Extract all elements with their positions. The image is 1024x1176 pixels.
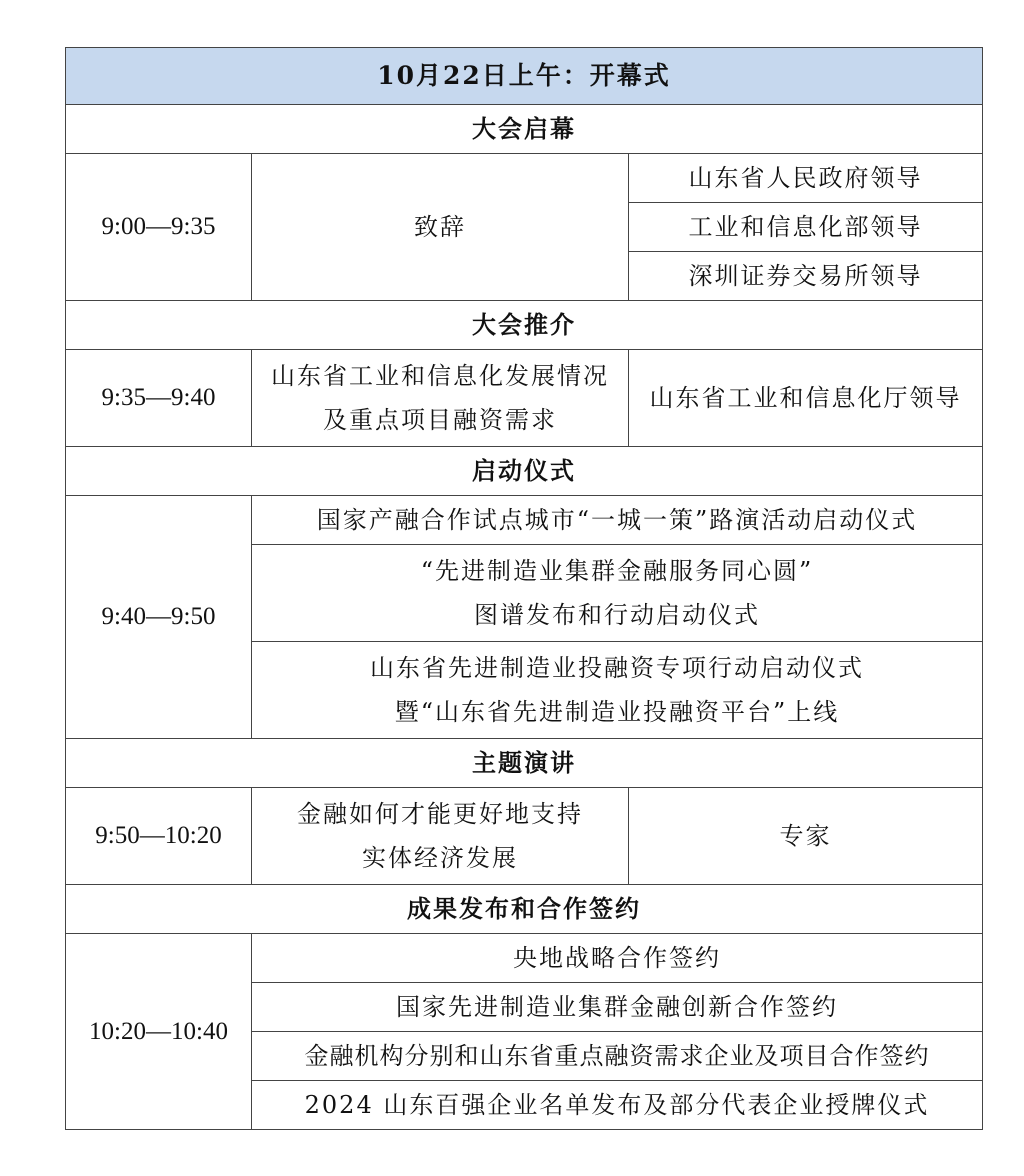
agenda-item-line: 金融如何才能更好地支持 bbox=[297, 800, 583, 828]
agenda-item bbox=[252, 788, 629, 885]
schedule-row bbox=[66, 154, 983, 203]
agenda-item bbox=[252, 350, 629, 447]
section-heading-row bbox=[66, 885, 983, 934]
speaker: 山东省人民政府领导 bbox=[629, 154, 983, 203]
section-heading-row bbox=[66, 105, 983, 154]
agenda-item-line: “先进制造业集群金融服务同心圆” bbox=[420, 557, 814, 585]
section-heading-launch: 启动仪式 bbox=[66, 447, 983, 496]
speaker: 深圳证券交易所领导 bbox=[629, 252, 983, 301]
agenda-title: 10月22日上午：开幕式 bbox=[66, 48, 983, 105]
time-slot: 9:40—9:50 bbox=[66, 496, 252, 739]
schedule-row bbox=[66, 934, 983, 983]
agenda-table bbox=[65, 47, 983, 1130]
agenda-item: 2024 山东百强企业名单发布及部分代表企业授牌仪式 bbox=[252, 1081, 983, 1130]
agenda-item-line: 暨“山东省先进制造业投融资平台”上线 bbox=[394, 698, 840, 726]
section-heading-promotion: 大会推介 bbox=[66, 301, 983, 350]
agenda-item: 国家先进制造业集群金融创新合作签约 bbox=[252, 983, 983, 1032]
section-heading-row bbox=[66, 447, 983, 496]
time-slot: 9:50—10:20 bbox=[66, 788, 252, 885]
time-slot: 9:35—9:40 bbox=[66, 350, 252, 447]
agenda-item bbox=[252, 545, 983, 642]
section-heading-keynote: 主题演讲 bbox=[66, 739, 983, 788]
agenda-item: 致辞 bbox=[252, 154, 629, 301]
agenda-item-line: 图谱发布和行动启动仪式 bbox=[474, 601, 760, 629]
agenda-item: 国家产融合作试点城市“一城一策”路演活动启动仪式 bbox=[252, 496, 983, 545]
agenda-item: 金融机构分别和山东省重点融资需求企业及项目合作签约 bbox=[252, 1032, 983, 1081]
agenda-item bbox=[252, 642, 983, 739]
agenda-item: 央地战略合作签约 bbox=[252, 934, 983, 983]
section-heading-opening: 大会启幕 bbox=[66, 105, 983, 154]
speaker: 专家 bbox=[629, 788, 983, 885]
agenda-item-line: 及重点项目融资需求 bbox=[323, 406, 557, 434]
speaker: 工业和信息化部领导 bbox=[629, 203, 983, 252]
section-heading-row bbox=[66, 739, 983, 788]
time-slot: 9:00—9:35 bbox=[66, 154, 252, 301]
agenda-item-line: 山东省工业和信息化发展情况 bbox=[271, 362, 609, 390]
agenda-item-line: 山东省先进制造业投融资专项行动启动仪式 bbox=[370, 654, 864, 682]
section-heading-signing: 成果发布和合作签约 bbox=[66, 885, 983, 934]
agenda-item-line: 实体经济发展 bbox=[362, 844, 518, 872]
speaker: 山东省工业和信息化厅领导 bbox=[629, 350, 983, 447]
schedule-row bbox=[66, 350, 983, 447]
time-slot: 10:20—10:40 bbox=[66, 934, 252, 1130]
title-row bbox=[66, 48, 983, 105]
section-heading-row bbox=[66, 301, 983, 350]
schedule-row bbox=[66, 788, 983, 885]
schedule-row bbox=[66, 496, 983, 545]
